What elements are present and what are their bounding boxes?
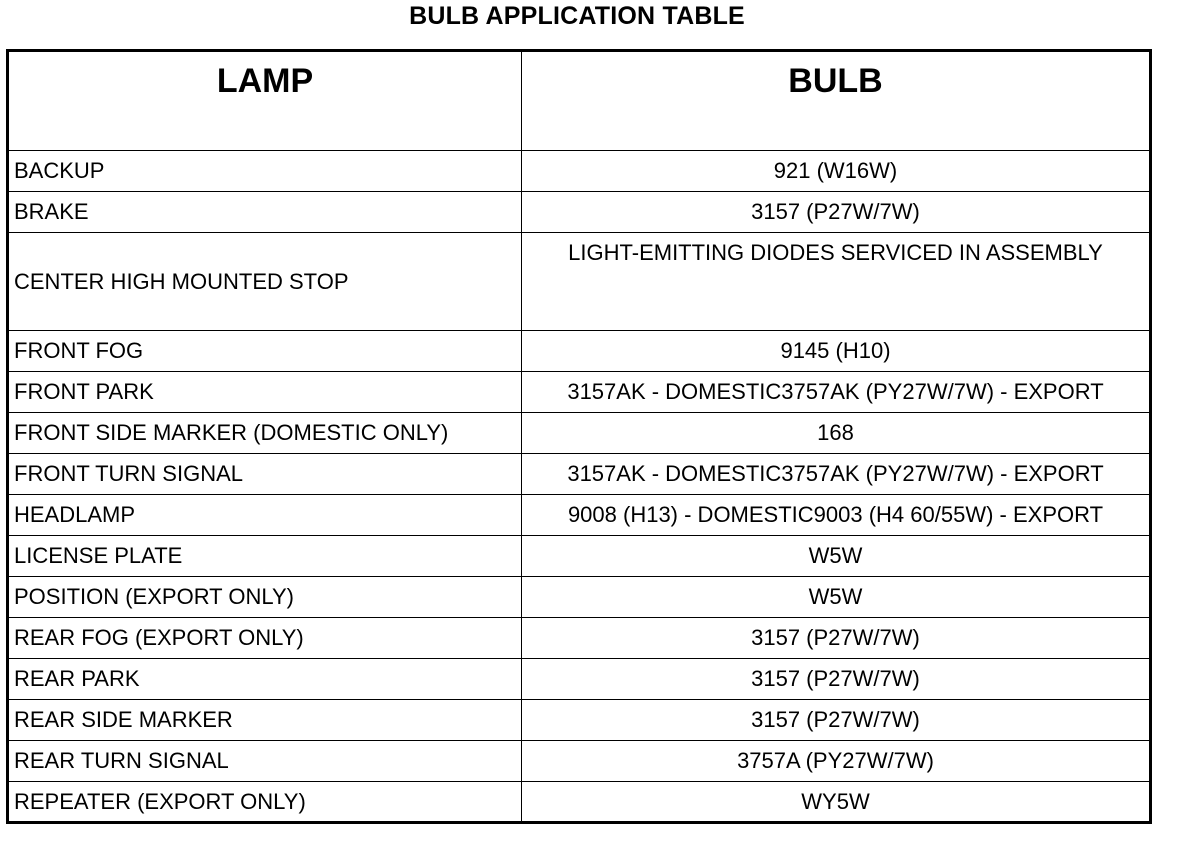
- lamp-cell: LICENSE PLATE: [8, 536, 522, 577]
- bulb-cell: W5W: [522, 577, 1151, 618]
- bulb-cell: 3757A (PY27W/7W): [522, 741, 1151, 782]
- lamp-cell: CENTER HIGH MOUNTED STOP: [8, 233, 522, 331]
- bulb-cell: 3157 (P27W/7W): [522, 192, 1151, 233]
- lamp-cell: BRAKE: [8, 192, 522, 233]
- bulb-cell: 168: [522, 413, 1151, 454]
- page-title: BULB APPLICATION TABLE: [409, 2, 745, 30]
- table-row: [8, 618, 1151, 659]
- lamp-cell: FRONT SIDE MARKER (DOMESTIC ONLY): [8, 413, 522, 454]
- column-header-lamp: LAMP: [8, 51, 522, 151]
- table-row: [8, 372, 1151, 413]
- lamp-cell: REPEATER (EXPORT ONLY): [8, 782, 522, 823]
- table-row: [8, 495, 1151, 536]
- bulb-cell: LIGHT-EMITTING DIODES SERVICED IN ASSEMBLY: [522, 233, 1151, 331]
- bulb-cell: 3157 (P27W/7W): [522, 618, 1151, 659]
- table-row: [8, 741, 1151, 782]
- table-header-row: [8, 51, 1151, 151]
- bulb-cell: 3157 (P27W/7W): [522, 659, 1151, 700]
- bulb-cell: 9008 (H13) - DOMESTIC9003 (H4 60/55W) - EXPORT: [522, 495, 1151, 536]
- lamp-cell: REAR FOG (EXPORT ONLY): [8, 618, 522, 659]
- bulb-cell: 3157AK - DOMESTIC3757AK (PY27W/7W) - EXPORT: [522, 372, 1151, 413]
- table-row: [8, 331, 1151, 372]
- lamp-cell: REAR SIDE MARKER: [8, 700, 522, 741]
- table-row: [8, 454, 1151, 495]
- table-row: [8, 151, 1151, 192]
- lamp-cell: FRONT FOG: [8, 331, 522, 372]
- lamp-cell: REAR PARK: [8, 659, 522, 700]
- bulb-cell: W5W: [522, 536, 1151, 577]
- bulb-cell: 3157 (P27W/7W): [522, 700, 1151, 741]
- lamp-cell: FRONT TURN SIGNAL: [8, 454, 522, 495]
- lamp-cell: FRONT PARK: [8, 372, 522, 413]
- lamp-cell: HEADLAMP: [8, 495, 522, 536]
- bulb-application-table: [6, 49, 1152, 824]
- table-row: [8, 536, 1151, 577]
- column-header-bulb: BULB: [522, 51, 1151, 151]
- table-row: [8, 233, 1151, 331]
- lamp-cell: BACKUP: [8, 151, 522, 192]
- bulb-cell: 9145 (H10): [522, 331, 1151, 372]
- lamp-cell: POSITION (EXPORT ONLY): [8, 577, 522, 618]
- table-row: [8, 700, 1151, 741]
- bulb-cell: 921 (W16W): [522, 151, 1151, 192]
- bulb-cell: WY5W: [522, 782, 1151, 823]
- table-row: [8, 659, 1151, 700]
- table-row: [8, 782, 1151, 823]
- lamp-cell: REAR TURN SIGNAL: [8, 741, 522, 782]
- table-row: [8, 413, 1151, 454]
- bulb-cell: 3157AK - DOMESTIC3757AK (PY27W/7W) - EXPORT: [522, 454, 1151, 495]
- table-row: [8, 577, 1151, 618]
- table-row: [8, 192, 1151, 233]
